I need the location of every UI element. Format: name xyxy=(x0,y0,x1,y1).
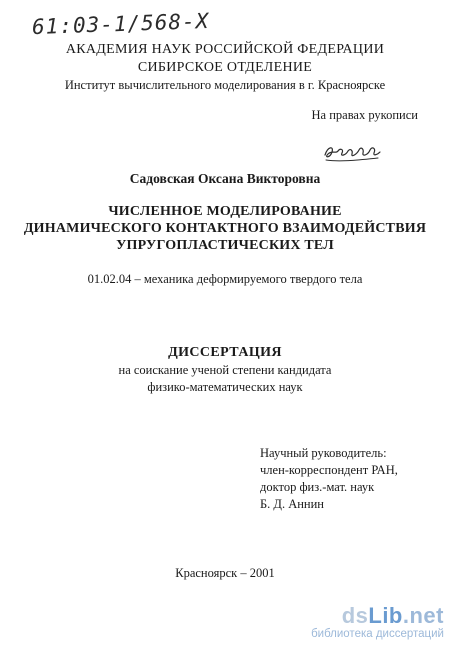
place-year: Красноярск – 2001 xyxy=(175,566,275,580)
signature-scribble xyxy=(322,138,382,164)
supervisor-block xyxy=(260,445,398,513)
title-line-2: ДИНАМИЧЕСКОГО КОНТАКТНОГО ВЗАИМОДЕЙСТВИЯ xyxy=(23,221,427,236)
dslib-logo: dsLib.net xyxy=(341,603,444,628)
manuscript-rights: На правах рукописи xyxy=(311,108,418,122)
degree-line-1: на соискание ученой степени кандидата xyxy=(118,363,332,377)
supervisor-title-1: член-корреспондент РАН, xyxy=(260,463,398,477)
archive-note: 61:03-1/568-X xyxy=(31,8,210,40)
title-line-1: ЧИСЛЕННОЕ МОДЕЛИРОВАНИЕ xyxy=(108,204,342,219)
supervisor-role: Научный руководитель: xyxy=(260,446,387,460)
academy-name: АКАДЕМИЯ НАУК РОССИЙСКОЙ ФЕДЕРАЦИИ xyxy=(65,42,385,57)
dslib-subtitle: библиотека диссертаций xyxy=(311,628,444,640)
branch-name: СИБИРСКОЕ ОТДЕЛЕНИЕ xyxy=(137,60,313,75)
institute-name: Институт вычислительного моделирования в г. Красноярске xyxy=(64,78,386,92)
document-type: ДИССЕРТАЦИЯ xyxy=(168,345,282,360)
specialty-line: 01.02.04 – механика деформируемого твердого тела xyxy=(87,272,363,286)
dslib-watermark xyxy=(311,605,444,641)
author-name: Садовская Оксана Викторовна xyxy=(129,171,321,186)
degree-line-2: физико-математических наук xyxy=(147,380,303,394)
supervisor-title-2: доктор физ.-мат. наук xyxy=(260,480,375,494)
supervisor-name: Б. Д. Аннин xyxy=(260,497,324,511)
title-line-3: УПРУГОПЛАСТИЧЕСКИХ ТЕЛ xyxy=(116,238,334,253)
author-signature xyxy=(322,138,382,164)
